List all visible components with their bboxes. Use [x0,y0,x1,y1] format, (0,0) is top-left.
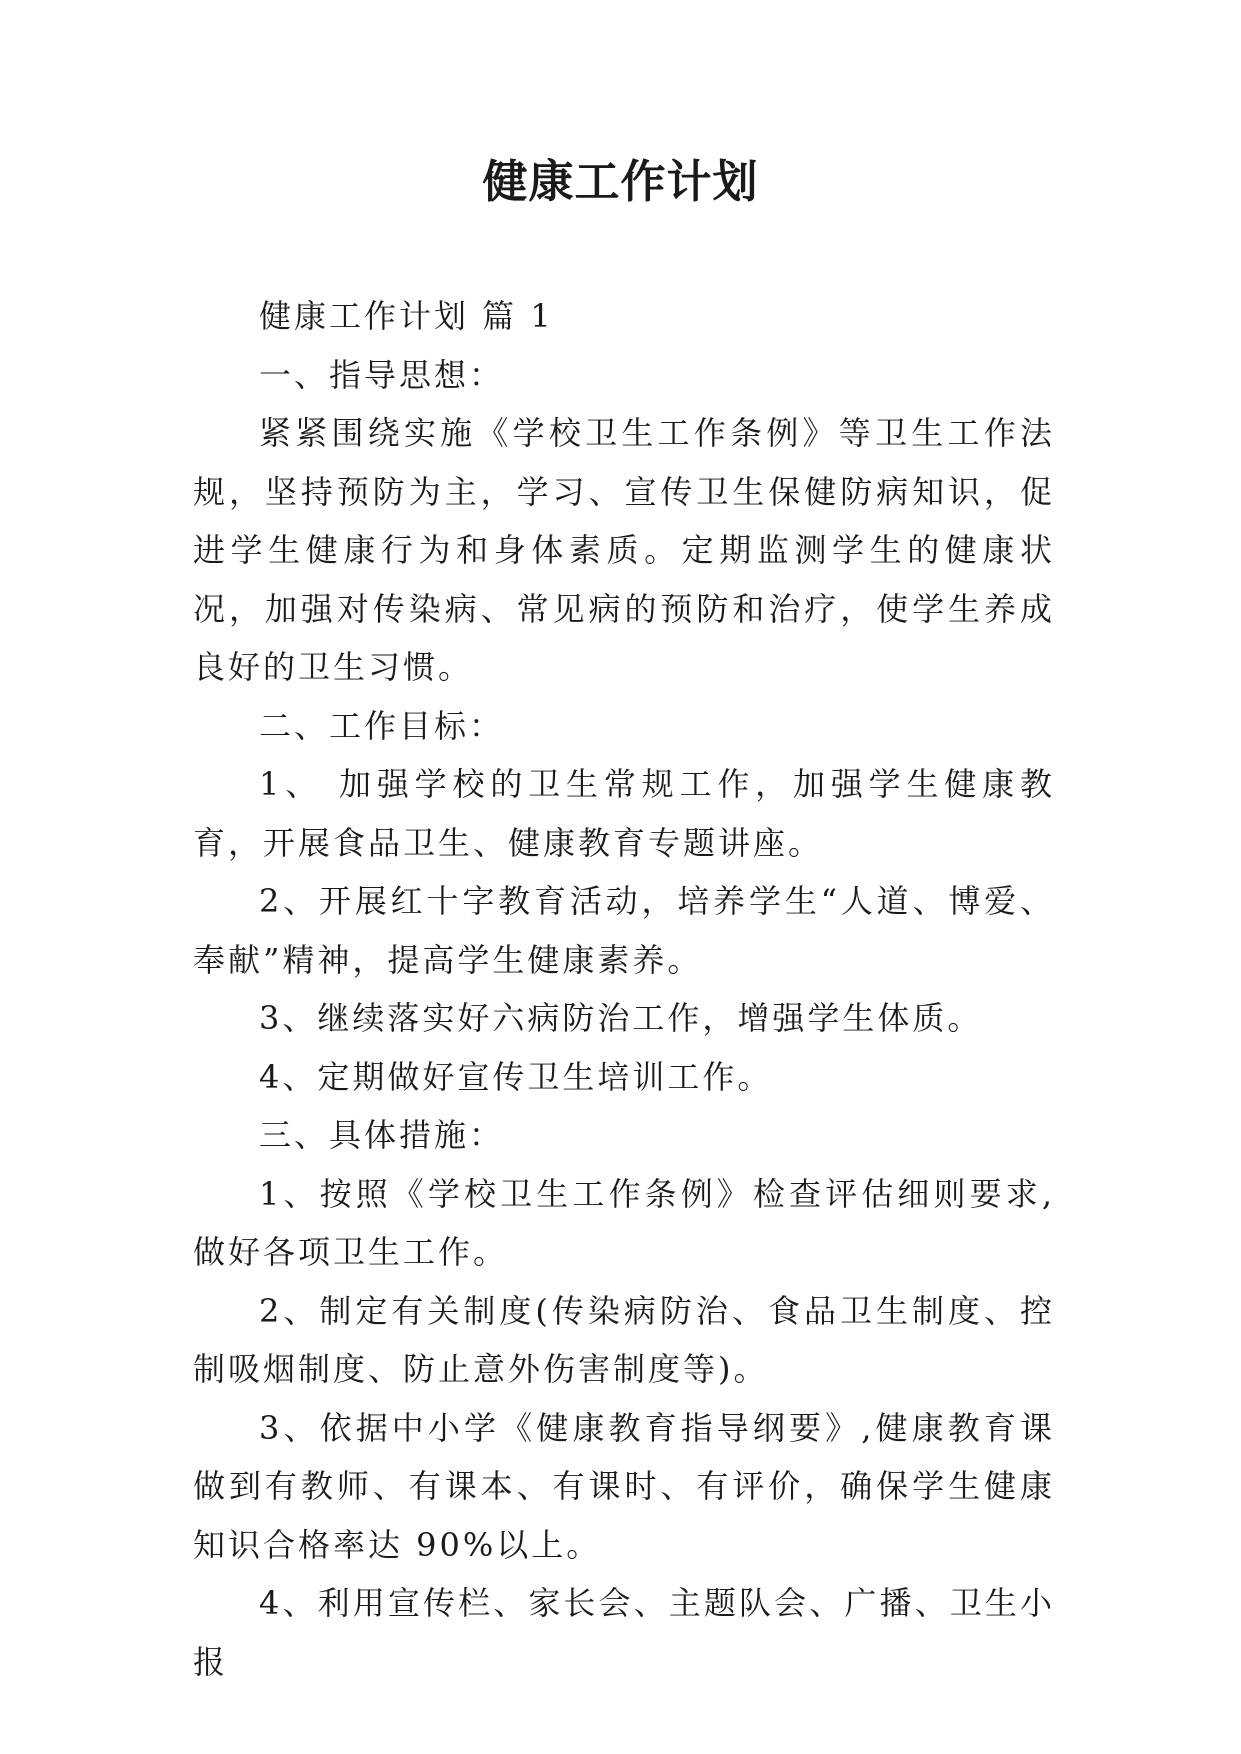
heading-work-goals: 二、工作目标： [259,706,505,745]
paragraph-guiding-ideology: 紧紧围绕实施《学校卫生工作条例》等卫生工作法规，坚持预防为主，学习、宣传卫生保健防病知识，促进学生健康行为和身体素质。定期监测学生的健康状况，加强对传染病、常见病的预防和治疗，使学生养成良好的卫生习惯。 [193,414,1055,686]
goal-item-3: 3、继续落实好六病防治工作，增强学生体质。 [259,999,983,1037]
measure-item-4: 4、利用宣传栏、家长会、主题队会、广播、卫生小报 [193,1584,1055,1681]
goal-item-2: 2、开展红十字教育活动，培养学生“人道、博爱、奉献”精神，提高学生健康素养。 [193,882,1055,979]
heading-guiding-ideology: 一、指导思想： [259,355,505,394]
document-title: 健康工作计划 [482,155,759,208]
heading-specific-measures: 三、具体措施： [259,1116,505,1154]
document-body [193,287,1055,1691]
measure-item-2: 2、制定有关制度(传染病防治、食品卫生制度、控制吸烟制度、防止意外伤害制度等)。 [193,1291,1055,1388]
section-subtitle: 健康工作计划 篇 1 [259,297,554,335]
measure-item-1: 1、按照《学校卫生工作条例》检查评估细则要求,做好各项卫生工作。 [193,1174,1055,1271]
goal-item-1: 1、 加强学校的卫生常规工作，加强学生健康教育，开展食品卫生、健康教育专题讲座。 [193,765,1055,862]
goal-item-4: 4、定期做好宣传卫生培训工作。 [259,1057,773,1096]
measure-item-3: 3、依据中小学《健康教育指导纲要》,健康教育课做到有教师、有课本、有课时、有评价，确保学生健康知识合格率达 90%以上。 [193,1408,1055,1564]
